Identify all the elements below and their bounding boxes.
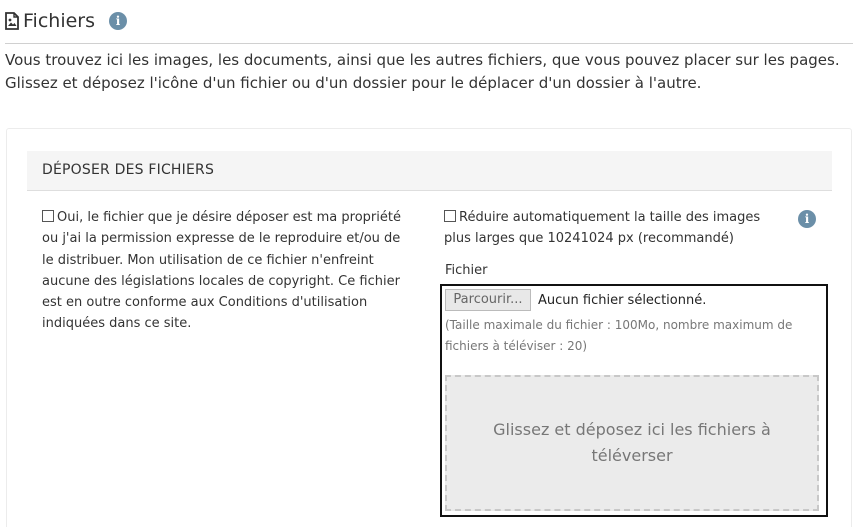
resize-info-icon[interactable]: i bbox=[798, 210, 816, 228]
file-label: Fichier bbox=[445, 263, 488, 278]
intro-line-2: Glissez et déposez l'icône d'un fichier ou d'un dossier pour le déplacer d'un dossier à l'autre. bbox=[5, 74, 702, 92]
resize-label: Réduire automatiquement la taille des images plus larges que 10241024 px (recommandé) bbox=[444, 210, 761, 247]
ownership-checkbox[interactable] bbox=[42, 210, 54, 222]
browse-button[interactable]: Parcourir... bbox=[445, 289, 531, 311]
size-limit-note: (Taille maximale du fichier : 100Mo, nombre maximum de fichiers à téléviser : 20) bbox=[445, 318, 793, 353]
page-header bbox=[5, 10, 127, 32]
intro-text bbox=[5, 49, 853, 95]
section-title: DÉPOSER DES FICHIERS bbox=[42, 162, 215, 178]
file-upload-box bbox=[440, 284, 828, 517]
title-divider bbox=[5, 43, 853, 44]
info-icon[interactable]: i bbox=[109, 12, 127, 30]
ownership-label: Oui, le fichier que je désire déposer est ma propriété ou j'ai la permission expresse de le reproduire et/ou de le distribuer. Mon utilisation de ce fichier n'enfreint aucune des législations locales de copyright. Ce fichier est en outre conforme aux Conditions d'utilisation indiquées dans ce site. bbox=[42, 210, 401, 332]
dropzone-text: Glissez et déposez ici les fichiers à téléverser bbox=[493, 420, 771, 465]
intro-line-1: Vous trouvez ici les images, les documents, ainsi que les autres fichiers, que vous pouvez placer sur les pages. bbox=[5, 51, 840, 69]
resize-checkbox[interactable] bbox=[444, 210, 456, 222]
ownership-option bbox=[42, 207, 412, 335]
no-file-selected-text: Aucun fichier sélectionné. bbox=[538, 293, 707, 308]
page-title: Fichiers bbox=[23, 10, 95, 32]
file-image-icon bbox=[5, 12, 19, 30]
resize-option bbox=[444, 207, 784, 250]
section-header bbox=[27, 151, 832, 191]
dropzone[interactable] bbox=[445, 375, 819, 511]
upload-options bbox=[444, 207, 834, 278]
